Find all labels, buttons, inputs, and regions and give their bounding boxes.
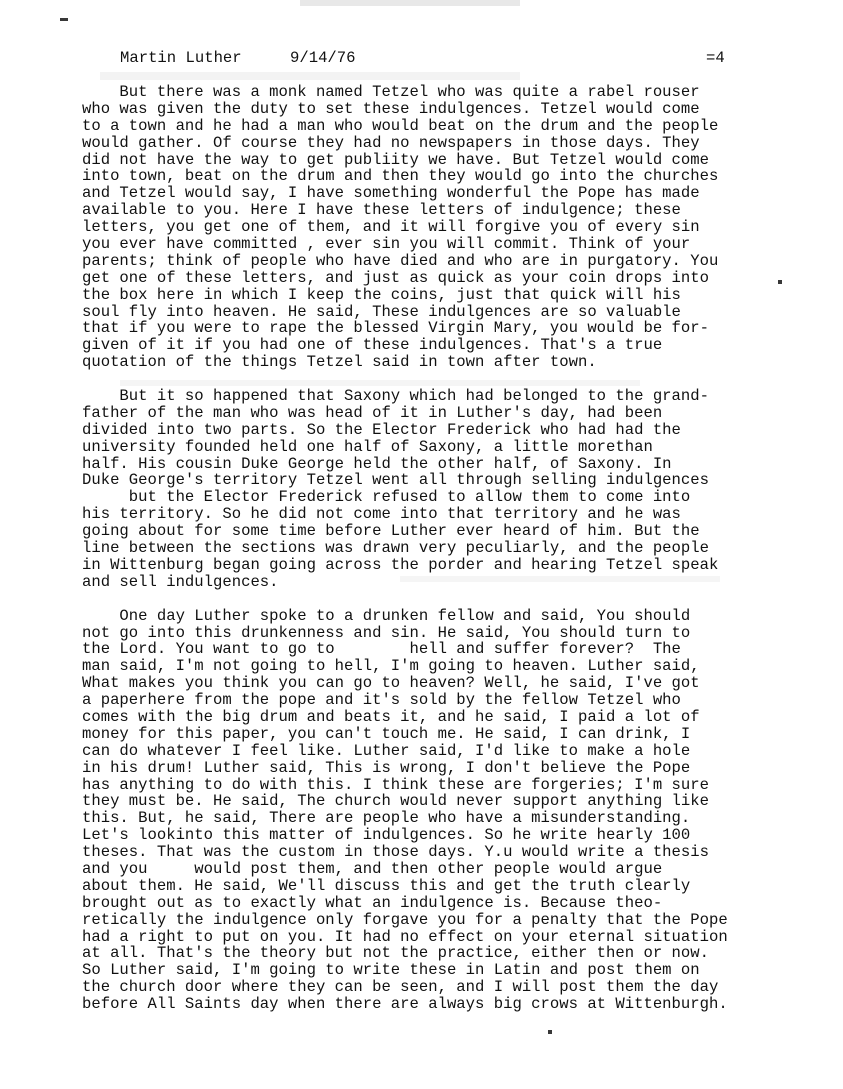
page-header [120, 50, 750, 68]
header-date: 9/14/76 [290, 49, 356, 67]
document-body [82, 84, 782, 1013]
text-line: not go into this drunkenness and sin. He said, You should turn to [82, 623, 691, 642]
header-page-number: =4 [706, 49, 725, 67]
text-line: What makes you think you can go to heaven? Well, he said, I've got [82, 674, 700, 693]
text-line: you ever have committed , ever sin you will commit. Think of your [82, 235, 691, 254]
text-line: line between the sections was drawn very peculiarly, and the people [82, 539, 709, 558]
text-line: would gather. Of course they had no newspapers in those days. They [82, 133, 700, 152]
text-line: can do whatever I feel like. Luther said, I'd like to make a hole [82, 741, 691, 760]
text-line: going about for some time before Luther ever heard of him. But the [82, 522, 700, 541]
text-line: money for this paper, you can't touch me. He said, I can drink, I [82, 724, 691, 743]
text-line: father of the man who was head of it in Luther's day, had been [82, 403, 663, 422]
text-line: But there was a monk named Tetzel who was quite a rabel rouser [82, 83, 700, 101]
text-line: had a right to put on you. It had no effect on your eternal situation [82, 927, 728, 946]
text-line: the Lord. You want to go to hell and suffer forever? The [82, 640, 681, 659]
text-line: available to you. Here I have these letters of indulgence; these [82, 201, 681, 220]
text-line: half. His cousin Duke George held the other half, of Saxony. In [82, 454, 672, 473]
text-line: retically the indulgence only forgave you for a penalty that the Pope [82, 910, 728, 929]
text-line: parents; think of people who have died and who are in purgatory. You [82, 251, 719, 270]
text-line: in his drum! Luther said, This is wrong, I don't believe the Pope [82, 758, 691, 777]
text-line: comes with the big drum and beats it, and he said, I paid a lot of [82, 707, 700, 726]
text-line: quotation of the things Tetzel said in town after town. [82, 353, 597, 372]
text-line: So Luther said, I'm going to write these in Latin and post them on [82, 961, 700, 980]
text-line: a paperhere from the pope and it's sold by the fellow Tetzel who [82, 691, 681, 710]
top-scan-shadow [300, 0, 520, 6]
text-line: before All Saints day when there are always big crows at Wittenburgh. [82, 995, 728, 1014]
text-line: soul fly into heaven. He said, These indulgences are so valuable [82, 302, 681, 321]
text-line: who was given the duty to set these indulgences. Tetzel would come [82, 99, 700, 118]
text-line: divided into two parts. So the Elector Frederick who had had the [82, 420, 681, 439]
text-line: and sell indulgences. [82, 572, 279, 591]
paragraph-luther-theses [82, 608, 782, 1013]
text-line: but the Elector Frederick refused to allow them to come into [82, 488, 691, 507]
text-line: at all. That's the theory but not the practice, either then or now. [82, 944, 709, 963]
text-line: has anything to do with this. I think these are forgeries; I'm sure [82, 775, 709, 794]
text-line: and you would post them, and then other people would argue [82, 859, 663, 878]
text-line: theses. That was the custom in those days. Y.u would write a thesis [82, 843, 709, 862]
faded-line-mark [100, 72, 520, 80]
text-line: Duke George's territory Tetzel went all through selling indulgences [82, 471, 709, 490]
text-line: his territory. So he did not come into that territory and he was [82, 505, 681, 524]
text-line: given of it if you had one of these indulgences. That's a true [82, 336, 663, 355]
text-line: brought out as to exactly what an indulgence is. Because theo- [82, 893, 663, 912]
text-line: university founded held one half of Saxony, a little morethan [82, 437, 653, 456]
text-line: One day Luther spoke to a drunken fellow and said, You should [82, 606, 691, 625]
text-line: to a town and he had a man who would beat on the drum and the people [82, 116, 719, 135]
text-line: man said, I'm not going to hell, I'm going to heaven. Luther said, [82, 657, 700, 676]
text-line: get one of these letters, and just as quick as your coin drops into [82, 268, 709, 287]
speck-mark [60, 18, 68, 21]
paragraph-saxony-division [82, 388, 782, 591]
header-author: Martin Luther [120, 49, 242, 67]
speck-mark [548, 1030, 552, 1034]
text-line: the box here in which I keep the coins, just that quick will his [82, 285, 681, 304]
paragraph-tetzel-indulgences [82, 84, 782, 371]
text-line: did not have the way to get publiity we have. But Tetzel would come [82, 150, 709, 169]
text-line: But it so happened that Saxony which had belonged to the grand- [82, 387, 709, 406]
text-line: letters, you get one of them, and it will forgive you of every sin [82, 218, 700, 237]
text-line: they must be. He said, The church would never support anything like [82, 792, 709, 811]
text-line: that if you were to rape the blessed Virgin Mary, you would be for- [82, 319, 709, 338]
text-line: and Tetzel would say, I have something wonderful the Pope has made [82, 184, 700, 203]
text-line: about them. He said, We'll discuss this and get the truth clearly [82, 876, 691, 895]
text-line: in Wittenburg began going across the porder and hearing Tetzel speak [82, 555, 719, 574]
text-line: the church door where they can be seen, and I will post them the day [82, 978, 719, 997]
text-line: Let's lookinto this matter of indulgences. So he write hearly 100 [82, 826, 691, 845]
text-line: into town, beat on the drum and then they would go into the churches [82, 167, 719, 186]
text-line: this. But, he said, There are people who have a misunderstanding. [82, 809, 691, 828]
